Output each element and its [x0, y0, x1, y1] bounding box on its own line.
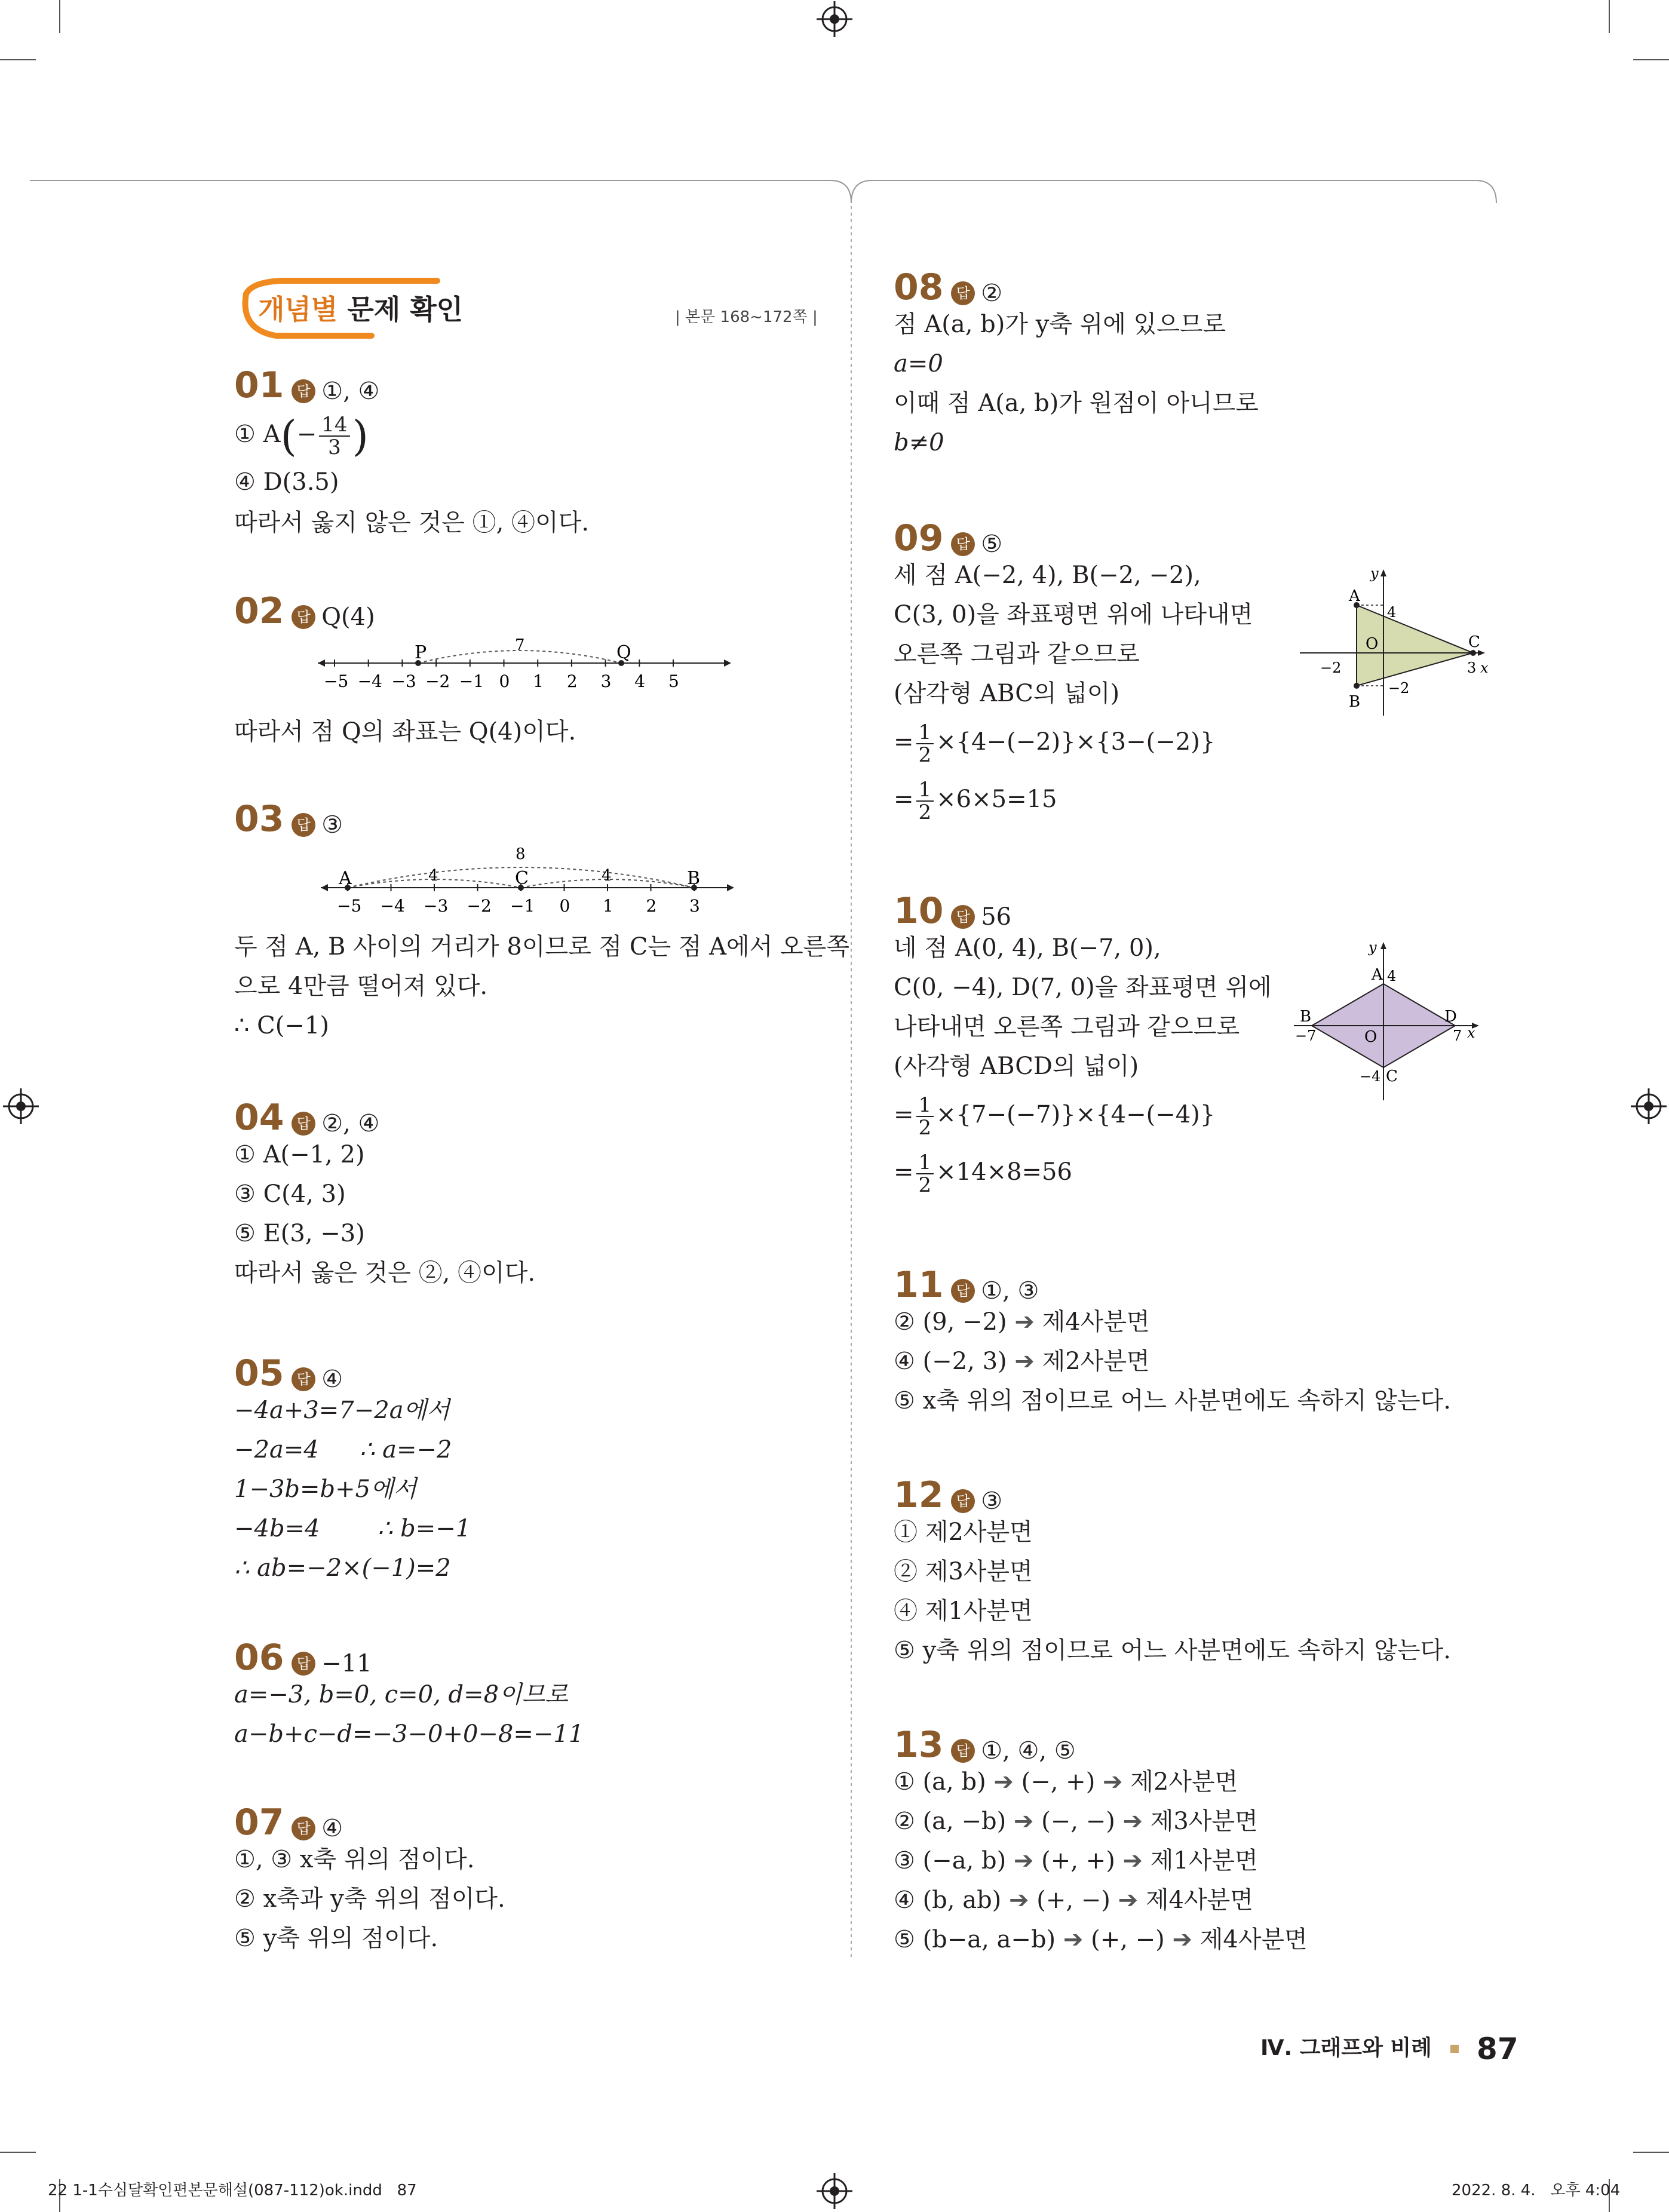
q08-line1: 점 A(a, b)가 y축 위에 있으므로	[894, 311, 1226, 338]
q09-line4: (삼각형 ABC의 넓이)	[894, 680, 1120, 707]
q13-sign: (+, −)	[1036, 1886, 1110, 1914]
question-number: 06	[234, 1637, 284, 1679]
page-ref-text: 본문 168~172쪽	[685, 308, 808, 326]
svg-text:y: y	[1369, 939, 1377, 956]
arrow-icon: ➔	[1172, 1926, 1193, 1953]
q05-line5: ∴ ab=−2×(−1)=2	[234, 1554, 451, 1582]
answer-badge: 답	[292, 1817, 315, 1840]
q13-row	[894, 1806, 1258, 1836]
answer-badge: 답	[951, 281, 975, 305]
question-number: 07	[234, 1802, 284, 1843]
answer-text: ①, ④	[321, 378, 380, 405]
answer-badge: 답	[292, 1367, 315, 1391]
svg-text:D: D	[1444, 1008, 1457, 1026]
tick-label: −1	[459, 671, 484, 691]
answer-badge: 답	[951, 1279, 975, 1303]
q13-point: ③ (−a, b)	[894, 1847, 1007, 1874]
q10-line5: = $\frac{1}{2}$ ×{7−(−7)}×{4−(−4)}	[894, 1093, 1216, 1140]
q08-line2: a=0	[894, 350, 943, 378]
answer-text: Q(4)	[321, 603, 375, 631]
page-footer	[1260, 2031, 1518, 2066]
q11-line3: ⑤ x축 위의 점이므로 어느 사분면에도 속하지 않는다.	[894, 1387, 1451, 1415]
tick-label: −5	[324, 671, 349, 691]
q07-line1: ①, ③ x축 위의 점이다.	[234, 1846, 475, 1873]
q05-line2b: ∴ a=−2	[360, 1436, 452, 1464]
arrow-icon: ➔	[1122, 1847, 1143, 1874]
answer-text: ⑤	[981, 530, 1003, 558]
tick-label: 5	[668, 671, 679, 691]
q05-line4b: ∴ b=−1	[378, 1515, 471, 1542]
label-right: 4	[602, 867, 612, 885]
q09-line2: C(3, 0)을 좌표평면 위에 나타내면	[894, 601, 1253, 628]
q07-line2: ② x축과 y축 위의 점이다.	[234, 1885, 505, 1913]
question-number: 04	[234, 1097, 284, 1139]
q03-line3: ∴ C(−1)	[234, 1012, 329, 1039]
arrow-icon: ➔	[1122, 1808, 1143, 1835]
answer-text: ③	[981, 1487, 1003, 1515]
answer-text: ③	[321, 811, 343, 839]
q04-line2: ③ C(4, 3)	[234, 1180, 346, 1208]
q05-line2a: −2a=4	[234, 1436, 319, 1464]
answer-text: ①, ④, ⑤	[981, 1737, 1076, 1765]
arrow-icon: ➔	[993, 1768, 1014, 1796]
label-total: 8	[516, 847, 526, 863]
arrow-icon: ➔	[1014, 1308, 1035, 1336]
question-number: 09	[894, 517, 944, 559]
tick-label: −3	[391, 671, 416, 691]
q13-quadrant: 제1사분면	[1150, 1847, 1258, 1874]
q09-line1: 세 점 A(−2, 4), B(−2, −2),	[894, 562, 1201, 589]
q13-row	[894, 1925, 1308, 1955]
svg-text:x: x	[1467, 1024, 1475, 1041]
label-b: B	[687, 868, 701, 889]
answer-text: ④	[321, 1366, 343, 1393]
q09-line5: = $\frac{1}{2}$ ×{4−(−2)}×{3−(−2)}	[894, 720, 1216, 767]
answer-text: −11	[321, 1650, 372, 1677]
q12-line3: ④ 제1사분면	[894, 1597, 1033, 1625]
q02-number-line	[318, 638, 736, 704]
q12-line2: ② 제3사분면	[894, 1558, 1033, 1585]
q06-line2: a−b+c−d=−3−0+0−8=−11	[234, 1720, 584, 1748]
tick-label: −5	[337, 896, 362, 916]
tick-label: −4	[357, 671, 382, 691]
svg-text:B: B	[1349, 693, 1361, 711]
q08-line4: b≠0	[894, 429, 944, 456]
svg-text:7: 7	[1453, 1027, 1462, 1044]
q02-conclusion: 따라서 점 Q의 좌표는 Q(4)이다.	[234, 718, 576, 745]
tick-label: −3	[424, 896, 449, 916]
tick-label: 1	[603, 896, 613, 916]
q08-line3: 이때 점 A(a, b)가 원점이 아니므로	[894, 389, 1259, 417]
tick-label: 0	[499, 671, 510, 691]
answer-text: 56	[981, 903, 1012, 931]
question-number: 01	[234, 364, 284, 406]
svg-text:A: A	[1372, 966, 1383, 984]
answer-badge: 답	[292, 1112, 315, 1136]
tick-label: −1	[510, 896, 535, 916]
q05-line4a: −4b=4	[234, 1515, 320, 1542]
question-number: 13	[894, 1724, 944, 1766]
q06-line1: a=−3, b=0, c=0, d=8이므로	[234, 1681, 569, 1708]
q10-line1: 네 점 A(0, 4), B(−7, 0),	[894, 934, 1161, 962]
answer-text: ②	[981, 280, 1003, 307]
svg-text:B: B	[1300, 1008, 1312, 1026]
tick-label: 0	[559, 896, 570, 916]
answer-badge: 답	[292, 813, 315, 837]
svg-text:−2: −2	[1320, 659, 1342, 676]
q13-point: ② (a, −b)	[894, 1808, 1007, 1835]
q04-line4: 따라서 옳은 것은 ②, ④이다.	[234, 1259, 536, 1287]
label-p: P	[415, 642, 427, 663]
q13-quadrant: 제4사분면	[1145, 1886, 1253, 1914]
label-distance: 7	[515, 638, 525, 654]
tick-label: 2	[566, 671, 578, 691]
q01-point-label: ① A	[234, 421, 281, 448]
q13-quadrant: 제3사분면	[1150, 1808, 1258, 1835]
tick-label: −4	[380, 896, 405, 916]
q09-line3: 오른쪽 그림과 같으므로	[894, 640, 1140, 668]
svg-text:O: O	[1366, 635, 1379, 653]
q10-line3: 나타내면 오른쪽 그림과 같으므로	[894, 1013, 1240, 1041]
arrow-icon: ➔	[1013, 1847, 1034, 1874]
label-a: A	[339, 868, 352, 889]
q13-point: ④ (b, ab)	[894, 1886, 1002, 1914]
answer-badge: 답	[951, 905, 975, 929]
q13-quadrant: 제2사분면	[1130, 1768, 1238, 1796]
footer-square-icon	[1450, 2045, 1459, 2053]
q04-line1: ① A(−1, 2)	[234, 1141, 365, 1168]
arrow-icon: ➔	[1118, 1886, 1139, 1914]
q03-line2: 으로 4만큼 떨어져 있다.	[234, 972, 488, 1000]
chapter-title: Ⅳ. 그래프와 비례	[1260, 2036, 1432, 2060]
label-q: Q	[616, 642, 631, 663]
arrow-icon: ➔	[1014, 1348, 1035, 1375]
q13-point: ① (a, b)	[894, 1768, 986, 1796]
q12-line1: ① 제2사분면	[894, 1518, 1033, 1546]
page-number: 87	[1477, 2032, 1518, 2066]
q01-line1: ① A(− $\frac{14}{3}$ )	[234, 412, 369, 461]
tick-label: 2	[646, 896, 657, 916]
q03-line1: 두 점 A, B 사이의 거리가 8이므로 점 C는 점 A에서 오른쪽	[234, 933, 849, 961]
q13-sign: (+, +)	[1041, 1847, 1115, 1874]
q09-line6: = $\frac{1}{2}$ ×6×5=15	[894, 778, 1057, 824]
answer-badge: 답	[292, 1652, 315, 1676]
q13-row	[894, 1846, 1258, 1876]
q10-line2: C(0, −4), D(7, 0)을 좌표평면 위에	[894, 974, 1272, 1001]
svg-text:3: 3	[1467, 659, 1477, 676]
q13-sign: (−, +)	[1021, 1768, 1096, 1796]
title-part2: 문제 확인	[347, 293, 464, 326]
arrow-icon: ➔	[1063, 1926, 1084, 1953]
q10-line4: (사각형 ABCD의 넓이)	[894, 1053, 1139, 1080]
arrow-icon: ➔	[1103, 1768, 1123, 1796]
question-number: 02	[234, 590, 284, 632]
q13-point: ⑤ (b−a, a−b)	[894, 1926, 1056, 1953]
print-date: 2022. 8. 4. 오후 4:04	[1452, 2182, 1621, 2199]
q01-line2: ④ D(3.5)	[234, 468, 339, 496]
answer-badge: 답	[951, 532, 975, 556]
label-left: 4	[428, 867, 438, 885]
page-reference: | 본문 168~172쪽 |	[675, 308, 818, 326]
q03-number-line	[321, 847, 739, 919]
answer-badge: 답	[951, 1739, 975, 1763]
question-number: 08	[894, 266, 944, 308]
q01-line3: 따라서 옳지 않은 것은 ①, ④이다.	[234, 509, 590, 536]
q09-coordinate-graph	[1294, 566, 1491, 722]
question-number: 12	[894, 1474, 944, 1516]
question-number: 03	[234, 798, 284, 840]
svg-text:A: A	[1349, 587, 1360, 605]
tick-label: −2	[425, 671, 450, 691]
file-info: 22 1-1수심달확인편본문해설(087-112)ok.indd 87	[48, 2182, 417, 2199]
answer-badge: 답	[951, 1489, 975, 1513]
tick-label: 1	[533, 671, 544, 691]
tick-label: 3	[689, 896, 700, 916]
q10-coordinate-graph	[1288, 939, 1491, 1106]
tick-label: 3	[600, 671, 612, 691]
q13-row	[894, 1767, 1238, 1797]
q05-line1: −4a+3=7−2a에서	[234, 1397, 450, 1424]
label-c: C	[515, 868, 529, 889]
q12-line4: ⑤ y축 위의 점이므로 어느 사분면에도 속하지 않는다.	[894, 1637, 1451, 1664]
svg-text:−2: −2	[1388, 680, 1410, 697]
q11-line2: ④ (−2, 3) ➔ 제2사분면	[894, 1348, 1150, 1375]
svg-text:4: 4	[1387, 968, 1397, 984]
q05-line3: 1−3b=b+5에서	[234, 1475, 417, 1503]
q13-row	[894, 1885, 1253, 1915]
tick-label: 4	[634, 671, 646, 691]
answer-badge: 답	[292, 605, 315, 629]
q13-sign: (+, −)	[1091, 1926, 1165, 1953]
arrow-icon: ➔	[1009, 1886, 1029, 1914]
q11-line1: ② (9, −2) ➔ 제4사분면	[894, 1308, 1150, 1336]
answer-text: ①, ③	[981, 1277, 1039, 1305]
svg-text:y: y	[1370, 566, 1379, 582]
svg-text:4: 4	[1387, 604, 1397, 621]
q13-sign: (−, −)	[1041, 1808, 1115, 1835]
title-part1: 개념별	[258, 293, 338, 326]
q10-line6: = $\frac{1}{2}$ ×14×8=56	[894, 1151, 1072, 1197]
tick-label: −2	[467, 896, 492, 916]
svg-text:−7: −7	[1295, 1027, 1317, 1044]
answer-text: ④	[321, 1815, 343, 1842]
section-title	[234, 270, 464, 342]
question-number: 11	[894, 1264, 944, 1306]
svg-text:x: x	[1480, 659, 1489, 676]
answer-badge: 답	[292, 379, 315, 403]
question-number: 05	[234, 1352, 284, 1394]
q04-line3: ⑤ E(3, −3)	[234, 1220, 365, 1247]
question-number: 10	[894, 890, 944, 932]
arrow-icon: ➔	[1013, 1808, 1034, 1835]
q07-line3: ⑤ y축 위의 점이다.	[234, 1925, 438, 1952]
q01-fraction: $\frac{14}{3}$	[319, 414, 349, 458]
q13-quadrant: 제4사분면	[1199, 1926, 1308, 1953]
answer-text: ②, ④	[321, 1110, 380, 1137]
svg-text:C: C	[1468, 633, 1480, 651]
svg-text:C: C	[1386, 1067, 1398, 1085]
svg-text:O: O	[1364, 1028, 1377, 1046]
svg-text:−4: −4	[1360, 1068, 1381, 1085]
